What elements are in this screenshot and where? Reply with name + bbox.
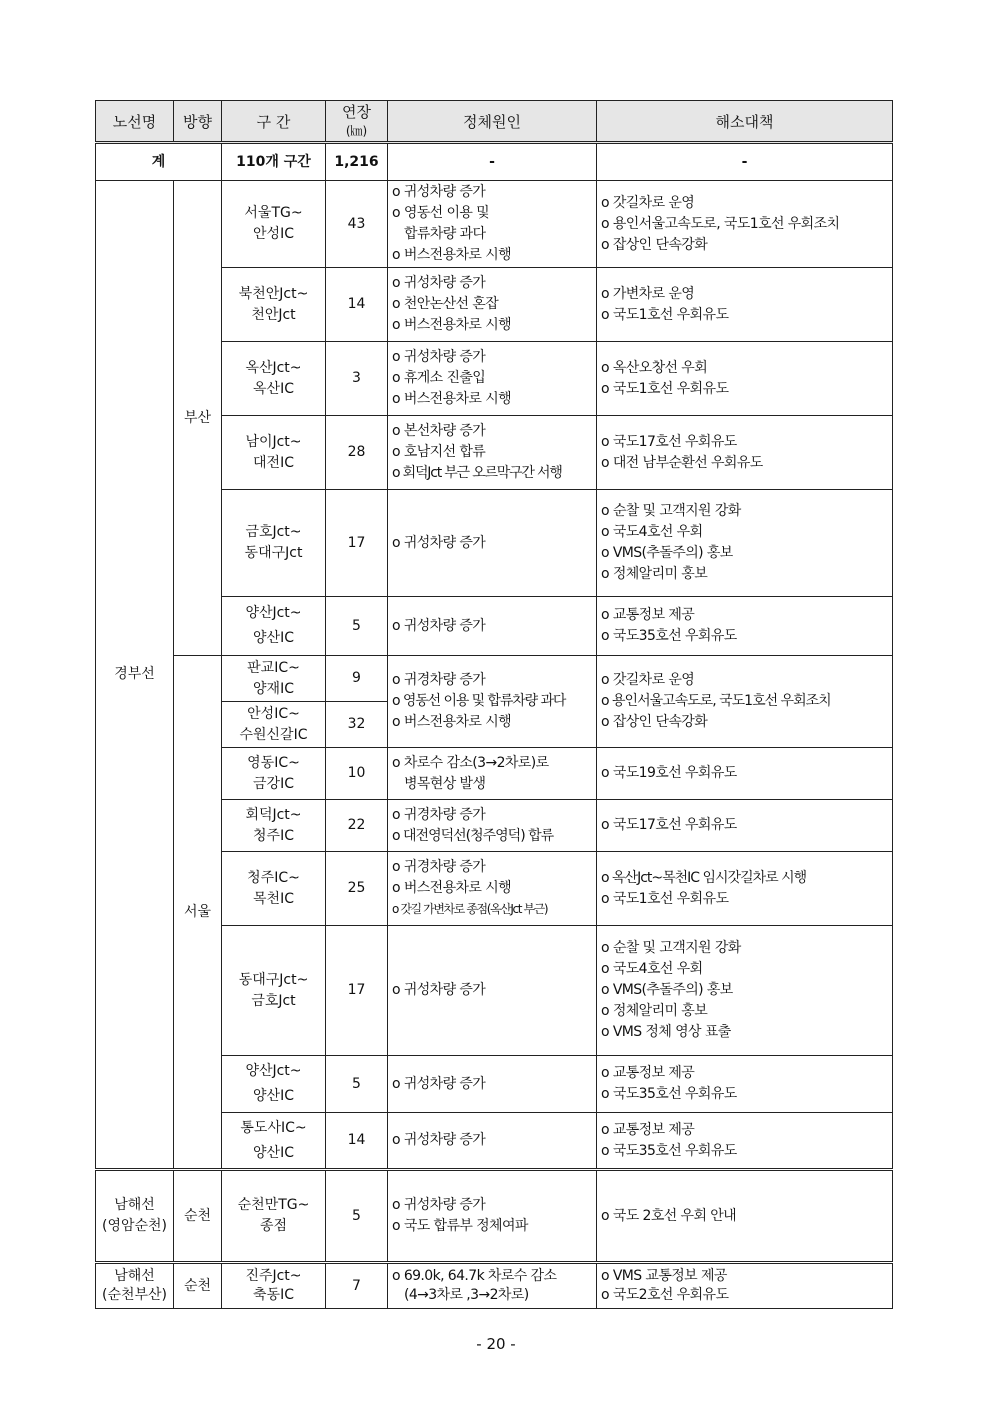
section-end: 동대구Jct	[244, 545, 303, 561]
section-start: 동대구Jct~	[238, 971, 309, 988]
measure-line: o 국도17호선 우회유도	[601, 817, 737, 833]
measure-line: o 국도19호선 우회유도	[601, 765, 737, 781]
cause-line: o 버스전용차로 시행	[392, 714, 512, 730]
section-end: 천안Jct	[251, 306, 296, 323]
measure-cell	[597, 1113, 893, 1170]
section-start: 순천만TG~	[237, 1197, 310, 1213]
measure-cell	[597, 181, 893, 268]
cause-line: o 영동선 이용 및 합류차량 과다	[392, 693, 566, 709]
direction-suncheon: 순천	[174, 1170, 222, 1263]
length-cell: 5	[326, 597, 388, 656]
section-cell	[222, 597, 326, 656]
length-cell: 7	[326, 1263, 388, 1309]
header-route: 노선명	[96, 101, 174, 143]
section-start: 회덕Jct~	[245, 806, 302, 823]
cause-line: o 버스전용차로 시행	[392, 391, 512, 407]
header-direction: 방향	[174, 101, 222, 143]
measure-cell	[597, 1056, 893, 1113]
cause-line: o 버스전용차로 시행	[392, 880, 512, 896]
section-end: 종점	[259, 1218, 288, 1234]
measure-cell	[597, 268, 893, 342]
measure-line: o 갓길차로 운영	[601, 672, 695, 688]
route-namhae-busan	[96, 1263, 174, 1309]
header-section: 구 간	[222, 101, 326, 143]
cause-line: o 국도 합류부 정체여파	[392, 1218, 528, 1234]
measure-line: o 순찰 및 고객지원 강화	[601, 503, 741, 519]
measure-cell	[597, 1170, 893, 1263]
measure-line: o 국도 2호선 우회 안내	[601, 1207, 737, 1224]
section-cell	[222, 702, 326, 748]
measure-cell	[597, 852, 893, 926]
measure-line: o VMS(추돌주의) 홍보	[601, 982, 733, 998]
section-cell	[222, 800, 326, 852]
measure-line: o 가변차로 운영	[601, 285, 695, 302]
measure-line: o 교통정보 제공	[601, 1065, 695, 1081]
measure-line: o 순찰 및 고객지원 강화	[601, 940, 741, 956]
measure-line: o 정체알리미 홍보	[601, 566, 708, 582]
header-cause: 정체원인	[388, 101, 597, 143]
length-cell: 5	[326, 1170, 388, 1263]
measure-line: o 정체알리미 홍보	[601, 1003, 708, 1019]
measure-cell	[597, 597, 893, 656]
length-cell: 10	[326, 748, 388, 800]
cause-cell	[388, 1113, 597, 1170]
section-cell	[222, 268, 326, 342]
measure-cell	[597, 1263, 893, 1309]
table-row	[96, 1263, 893, 1309]
section-cell	[222, 852, 326, 926]
measure-line: o 대전 남부순환선 우회유도	[601, 454, 763, 471]
cause-line: o 귀성차량 증가	[392, 1075, 486, 1092]
measure-line: o 용인서울고속도로, 국도1호선 우회조치	[601, 215, 840, 232]
measure-line: o 교통정보 제공	[601, 607, 695, 623]
cause-cell	[388, 1056, 597, 1113]
cause-line: o 귀성차량 증가	[392, 1132, 486, 1148]
section-cell	[222, 748, 326, 800]
section-end: 양산IC	[253, 1088, 294, 1104]
measure-line: o 국도2호선 우회유도	[601, 1287, 729, 1303]
measure-cell	[597, 926, 893, 1056]
total-row	[96, 143, 893, 181]
cause-line: o 버스전용차로 시행	[392, 247, 512, 263]
length-cell: 43	[326, 181, 388, 268]
section-end: 대전IC	[253, 454, 294, 471]
header-length-unit: (㎞)	[345, 123, 368, 138]
measure-line: o 잡상인 단속강화	[601, 714, 708, 730]
length-cell: 22	[326, 800, 388, 852]
length-cell: 14	[326, 1113, 388, 1170]
header-length	[326, 101, 388, 143]
measure-line: o 갓길차로 운영	[601, 194, 695, 211]
measure-line: o 국도1호선 우회유도	[601, 890, 729, 907]
measure-line: o 옥산Jct~목천IC 임시갓길차로 시행	[601, 869, 807, 886]
section-cell	[222, 1170, 326, 1263]
route-name: 남해선	[114, 1268, 155, 1284]
cause-line: o 영동선 이용 및	[392, 205, 490, 221]
direction-seoul: 서울	[174, 656, 222, 1170]
cause-cell	[388, 342, 597, 416]
total-cause: -	[388, 143, 597, 181]
page-number: - 20 -	[476, 1335, 516, 1353]
section-start: 영동IC~	[247, 754, 300, 771]
length-cell: 17	[326, 490, 388, 597]
section-start: 금호Jct~	[245, 524, 302, 540]
cause-cell	[388, 748, 597, 800]
table-row	[96, 181, 893, 268]
measure-line: o 교통정보 제공	[601, 1121, 695, 1138]
measure-line: o 국도1호선 우회유도	[601, 306, 729, 323]
measure-cell	[597, 416, 893, 490]
measure-line: o 국도35호선 우회유도	[601, 1086, 737, 1102]
cause-line: o 호남지선 합류	[392, 444, 486, 460]
measure-line: o VMS 정체 영상 표출	[601, 1024, 731, 1040]
length-cell: 5	[326, 1056, 388, 1113]
cause-cell	[388, 852, 597, 926]
length-cell: 9	[326, 656, 388, 702]
cause-line: 합류차량 과다	[404, 226, 486, 242]
route-name: 남해선	[114, 1197, 155, 1213]
measure-line: o 국도35호선 우회유도	[601, 1142, 737, 1159]
section-start: 북천안Jct~	[238, 285, 309, 302]
section-start: 청주IC~	[247, 869, 300, 886]
table-row	[96, 1170, 893, 1263]
section-end: 양산IC	[253, 630, 294, 646]
cause-line: o 귀성차량 증가	[392, 349, 486, 365]
cause-cell	[388, 268, 597, 342]
section-start: 남이Jct~	[245, 433, 302, 450]
measure-cell	[597, 800, 893, 852]
section-start: 옥산Jct~	[245, 359, 302, 376]
route-sub: (순천부산)	[101, 1287, 168, 1303]
measure-line: o VMS(추돌주의) 홍보	[601, 545, 733, 561]
cause-line: o 귀경차량 증가	[392, 672, 486, 688]
section-start: 안성IC~	[247, 705, 300, 722]
section-cell	[222, 181, 326, 268]
measure-line: o 국도4호선 우회	[601, 524, 703, 540]
length-cell: 28	[326, 416, 388, 490]
cause-line: (4→3차로 ,3→2차로)	[404, 1287, 529, 1303]
cause-line: o 귀성차량 증가	[392, 534, 486, 551]
cause-cell	[388, 181, 597, 268]
measure-line: o 국도35호선 우회유도	[601, 628, 737, 644]
cause-cell	[388, 656, 597, 748]
measure-line: o 국도4호선 우회	[601, 961, 703, 977]
section-cell	[222, 926, 326, 1056]
section-cell	[222, 1113, 326, 1170]
length-cell: 17	[326, 926, 388, 1056]
cause-line: o 귀성차량 증가	[392, 617, 486, 634]
measure-line: o 국도17호선 우회유도	[601, 433, 737, 450]
measure-line: o 용인서울고속도로, 국도1호선 우회조치	[601, 693, 831, 709]
section-start: 판교IC~	[247, 659, 300, 676]
congestion-table	[95, 100, 893, 1309]
cause-cell	[388, 597, 597, 656]
section-cell	[222, 342, 326, 416]
section-end: 양재IC	[253, 680, 294, 697]
cause-cell	[388, 416, 597, 490]
section-end: 금호Jct	[251, 992, 296, 1009]
section-end: 양산IC	[253, 1144, 294, 1161]
section-cell	[222, 656, 326, 702]
section-cell	[222, 416, 326, 490]
table-row	[96, 656, 893, 702]
section-end: 옥산IC	[253, 380, 294, 397]
section-end: 청주IC	[253, 827, 294, 844]
route-gyeongbu: 경부선	[96, 181, 174, 1170]
section-start: 통도사IC~	[240, 1119, 307, 1136]
cause-line: o 버스전용차로 시행	[392, 317, 512, 333]
cause-line: o 갓길 가변차로 종점(옥산Jct 부근)	[392, 902, 548, 916]
cause-line: o 귀성차량 증가	[392, 1197, 486, 1213]
measure-cell	[597, 342, 893, 416]
cause-cell	[388, 926, 597, 1056]
section-start: 양산Jct~	[245, 605, 302, 621]
cause-line: o 귀성차량 증가	[392, 275, 486, 291]
section-end: 축동IC	[253, 1287, 294, 1303]
cause-line: o 차로수 감소(3→2차로)로	[392, 754, 549, 771]
header-measure: 해소대책	[597, 101, 893, 143]
measure-line: o 잡상인 단속강화	[601, 236, 708, 253]
section-cell	[222, 1056, 326, 1113]
header-length-label: 연장	[342, 102, 371, 121]
section-start: 양산Jct~	[245, 1063, 302, 1079]
section-start: 서울TG~	[244, 205, 303, 221]
section-cell	[222, 490, 326, 597]
route-sub: (영암순천)	[101, 1218, 168, 1234]
cause-cell	[388, 1170, 597, 1263]
section-end: 안성IC	[253, 226, 294, 242]
direction-busan: 부산	[174, 181, 222, 656]
length-cell: 25	[326, 852, 388, 926]
cause-line: 병목현상 발생	[404, 775, 486, 792]
measure-cell	[597, 490, 893, 597]
direction-suncheon: 순천	[174, 1263, 222, 1309]
header-row	[96, 101, 893, 143]
measure-line: o 국도1호선 우회유도	[601, 380, 729, 397]
cause-line: o 대전영덕선(청주영덕) 합류	[392, 827, 554, 844]
measure-cell	[597, 748, 893, 800]
cause-line: o 본선차량 증가	[392, 423, 486, 439]
measure-line: o 옥산오창선 우회	[601, 359, 708, 376]
cause-line: o 귀경차량 증가	[392, 806, 486, 823]
cause-line: o 회덕Jct 부근 오르막구간 서행	[392, 465, 562, 481]
section-end: 목천IC	[253, 890, 294, 907]
cause-line: o 귀경차량 증가	[392, 859, 486, 875]
cause-line: o 귀성차량 증가	[392, 184, 486, 200]
section-end: 수원신갈IC	[239, 726, 308, 743]
cause-line: o 69.0k, 64.7k 차로수 감소	[392, 1268, 557, 1284]
length-cell: 32	[326, 702, 388, 748]
total-label: 계	[96, 143, 222, 181]
section-end: 금강IC	[253, 775, 294, 792]
cause-cell	[388, 490, 597, 597]
cause-cell	[388, 800, 597, 852]
length-cell: 14	[326, 268, 388, 342]
section-start: 진주Jct~	[245, 1268, 302, 1284]
cause-cell	[388, 1263, 597, 1309]
cause-line: o 휴게소 진출입	[392, 370, 486, 386]
measure-line: o VMS 교통정보 제공	[601, 1268, 727, 1284]
cause-line: o 천안논산선 혼잡	[392, 296, 499, 312]
route-namhae-yeongam	[96, 1170, 174, 1263]
total-sections: 110개 구간	[222, 143, 326, 181]
cause-line: o 귀성차량 증가	[392, 982, 486, 998]
total-measure: -	[597, 143, 893, 181]
total-length: 1,216	[326, 143, 388, 181]
measure-cell	[597, 656, 893, 748]
section-cell	[222, 1263, 326, 1309]
length-cell: 3	[326, 342, 388, 416]
